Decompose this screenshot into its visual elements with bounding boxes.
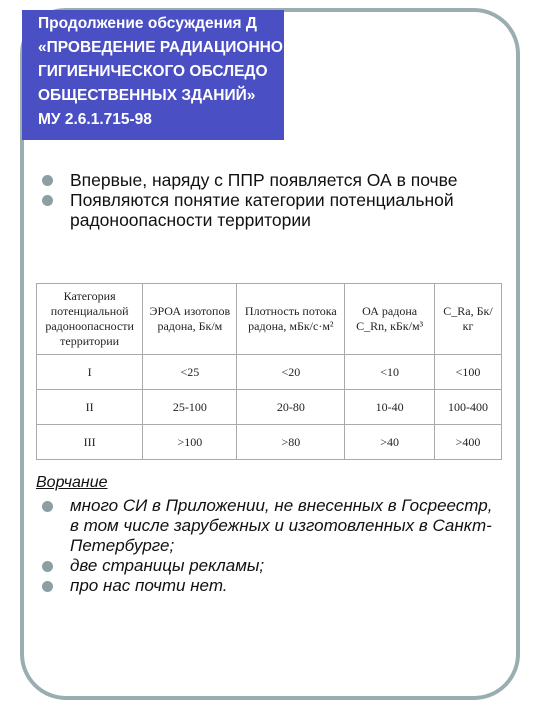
table-row [37, 390, 502, 425]
bullet-dot-icon [42, 195, 53, 206]
table-header: C_Ra, Бк/кг [434, 284, 501, 355]
table-header: Плотность потока радона, мБк/с·м² [237, 284, 345, 355]
title-line: Продолжение обсуждения Д [38, 15, 257, 32]
table-cell: 100-400 [434, 390, 501, 425]
table-header: ОА радона C_Rn, кБк/м³ [345, 284, 435, 355]
bullet-dot-icon [42, 581, 53, 592]
table-row [37, 425, 502, 460]
table-cell: <20 [237, 355, 345, 390]
bullet-item [42, 170, 512, 190]
table-header: ЭРОА изотопов радона, Бк/м [143, 284, 237, 355]
complaints-heading: Ворчание [36, 474, 108, 491]
title-line: «ПРОВЕДЕНИЕ РАДИАЦИОННО [38, 39, 283, 56]
bullet-dot-icon [42, 501, 53, 512]
table-cell: <25 [143, 355, 237, 390]
table-cell: 10-40 [345, 390, 435, 425]
list-item [42, 576, 502, 596]
table-cell: <10 [345, 355, 435, 390]
radon-category-table [36, 283, 502, 460]
table-cell: 25-100 [143, 390, 237, 425]
slide-title [38, 12, 283, 132]
complaints-list [42, 496, 502, 596]
table-header: Категория потенциальной радоноопасности территории [37, 284, 143, 355]
table-cell: >100 [143, 425, 237, 460]
bullet-text: Появляются понятие категории потенциальной радоноопасности территории [70, 190, 454, 230]
table-header-row [37, 284, 502, 355]
list-item-text: много СИ в Приложении, не внесенных в Госреестр, в том числе зарубежных и изготовленных в Санкт-Петербурге; [70, 496, 493, 555]
bullet-dot-icon [42, 175, 53, 186]
list-item [42, 556, 502, 576]
bullet-list [42, 170, 512, 230]
bullet-item [42, 190, 512, 230]
bullet-dot-icon [42, 561, 53, 572]
table-cell: I [37, 355, 143, 390]
list-item [42, 496, 502, 556]
table-cell: >40 [345, 425, 435, 460]
title-line: МУ 2.6.1.715-98 [38, 111, 152, 128]
table-cell: >400 [434, 425, 501, 460]
table-row [37, 355, 502, 390]
table-cell: II [37, 390, 143, 425]
table-cell: III [37, 425, 143, 460]
bullet-text: Впервые, наряду с ППР появляется ОА в почве [70, 170, 458, 190]
table-cell: >80 [237, 425, 345, 460]
table-cell: 20-80 [237, 390, 345, 425]
table-cell: <100 [434, 355, 501, 390]
title-line: ГИГИЕНИЧЕСКОГО ОБСЛЕДО [38, 63, 268, 80]
list-item-text: про нас почти нет. [70, 576, 228, 595]
title-line: ОБЩЕСТВЕННЫХ ЗДАНИЙ» [38, 87, 256, 104]
list-item-text: две страницы рекламы; [70, 556, 265, 575]
